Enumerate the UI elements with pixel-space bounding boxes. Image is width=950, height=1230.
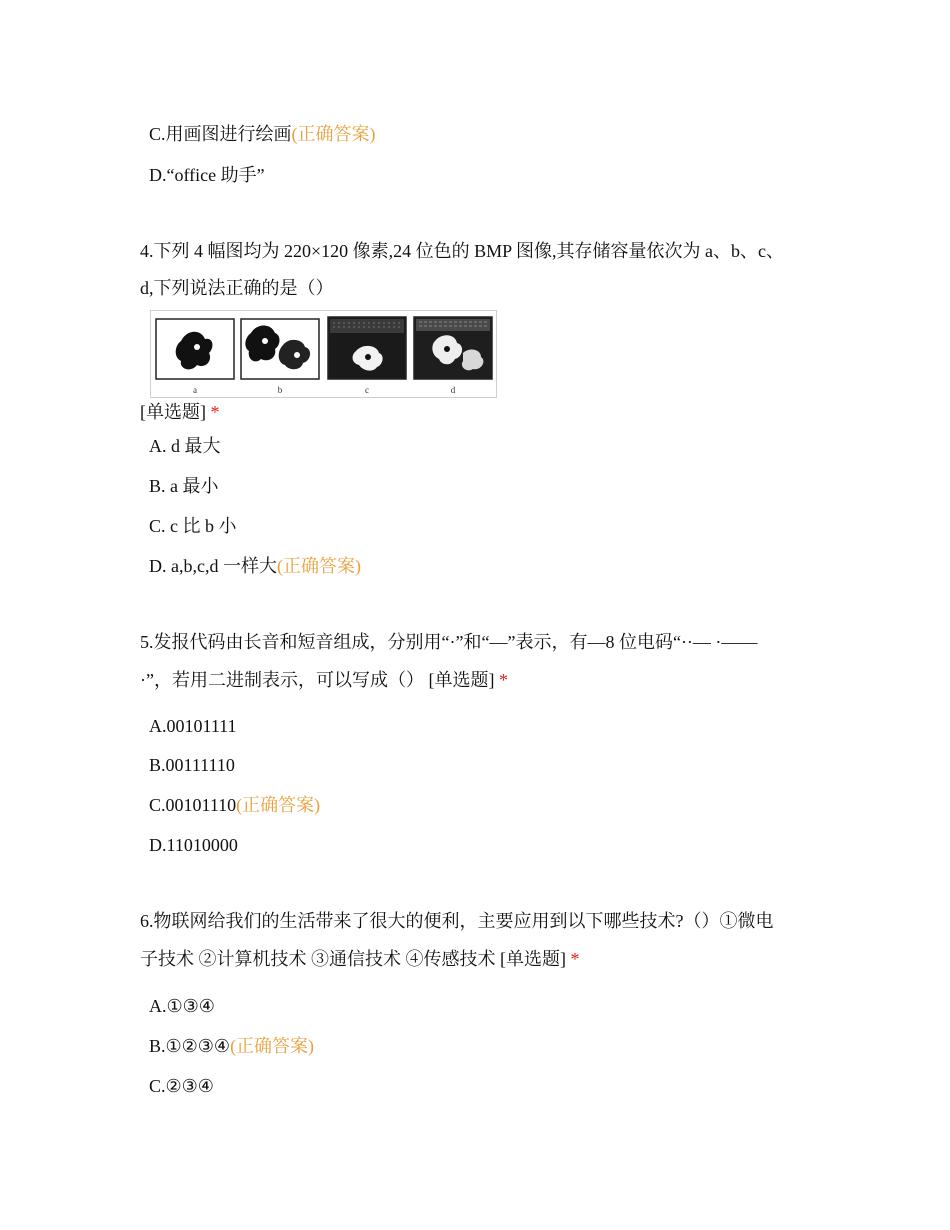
figure-d bbox=[414, 317, 492, 379]
figure-label-b: b bbox=[277, 385, 283, 395]
required-asterisk: * bbox=[210, 402, 220, 422]
q6-option-a: A.①③④ bbox=[149, 996, 215, 1016]
q4-question-type: [单选题] * bbox=[140, 402, 220, 422]
figure-c bbox=[328, 317, 406, 379]
figure-label-d: d bbox=[450, 385, 456, 395]
q4-question-line-1: 4.下列 4 幅图均为 220×120 像素,24 位色的 BMP 图像,其存储容量依次为 a、b、c、 bbox=[140, 241, 784, 261]
q4-option-c: C. c 比 b 小 bbox=[149, 516, 237, 536]
bmp-images-illustration bbox=[151, 311, 496, 397]
q3-option-c: C.用画图进行绘画(正确答案) bbox=[149, 124, 376, 144]
q4-option-b: B. a 最小 bbox=[149, 476, 219, 496]
q5-option-c: C.00101110(正确答案) bbox=[149, 795, 321, 815]
figure-b bbox=[241, 319, 319, 379]
correct-answer-mark: (正确答案) bbox=[236, 795, 321, 815]
correct-answer-mark: (正确答案) bbox=[230, 1036, 315, 1056]
q6-question-line-1: 6.物联网给我们的生活带来了很大的便利，主要应用到以下哪些技术?（）①微电 bbox=[140, 911, 774, 931]
figure-a bbox=[156, 319, 234, 379]
q4-option-a: A. d 最大 bbox=[149, 436, 221, 456]
q6-option-b: B.①②③④(正确答案) bbox=[149, 1036, 315, 1056]
required-asterisk: * bbox=[498, 670, 508, 690]
figure-label-c: c bbox=[365, 385, 369, 395]
q5-question-line-1: 5.发报代码由长音和短音组成，分别用“·”和“—”表示，有—8 位电码“··— ·—— bbox=[140, 632, 758, 652]
correct-answer-mark: (正确答案) bbox=[291, 124, 376, 144]
q4-bmp-figure bbox=[150, 310, 497, 398]
q5-option-a: A.00101111 bbox=[149, 716, 237, 736]
q5-question-line-2: ·”，若用二进制表示，可以写成（） [单选题] * bbox=[140, 670, 508, 690]
required-asterisk: * bbox=[570, 949, 580, 969]
q5-option-b: B.00111110 bbox=[149, 755, 235, 775]
figure-label-a: a bbox=[193, 385, 197, 395]
q4-question-line-2: d,下列说法正确的是（） bbox=[140, 278, 334, 298]
q5-option-d: D.11010000 bbox=[149, 835, 238, 855]
q6-question-line-2: 子技术 ②计算机技术 ③通信技术 ④传感技术 [单选题] * bbox=[140, 949, 580, 969]
correct-answer-mark: (正确答案) bbox=[276, 556, 361, 576]
q4-option-d: D. a,b,c,d 一样大(正确答案) bbox=[149, 556, 361, 576]
q3-option-d: D.“office 助手” bbox=[149, 165, 265, 185]
q6-option-c: C.②③④ bbox=[149, 1076, 214, 1096]
